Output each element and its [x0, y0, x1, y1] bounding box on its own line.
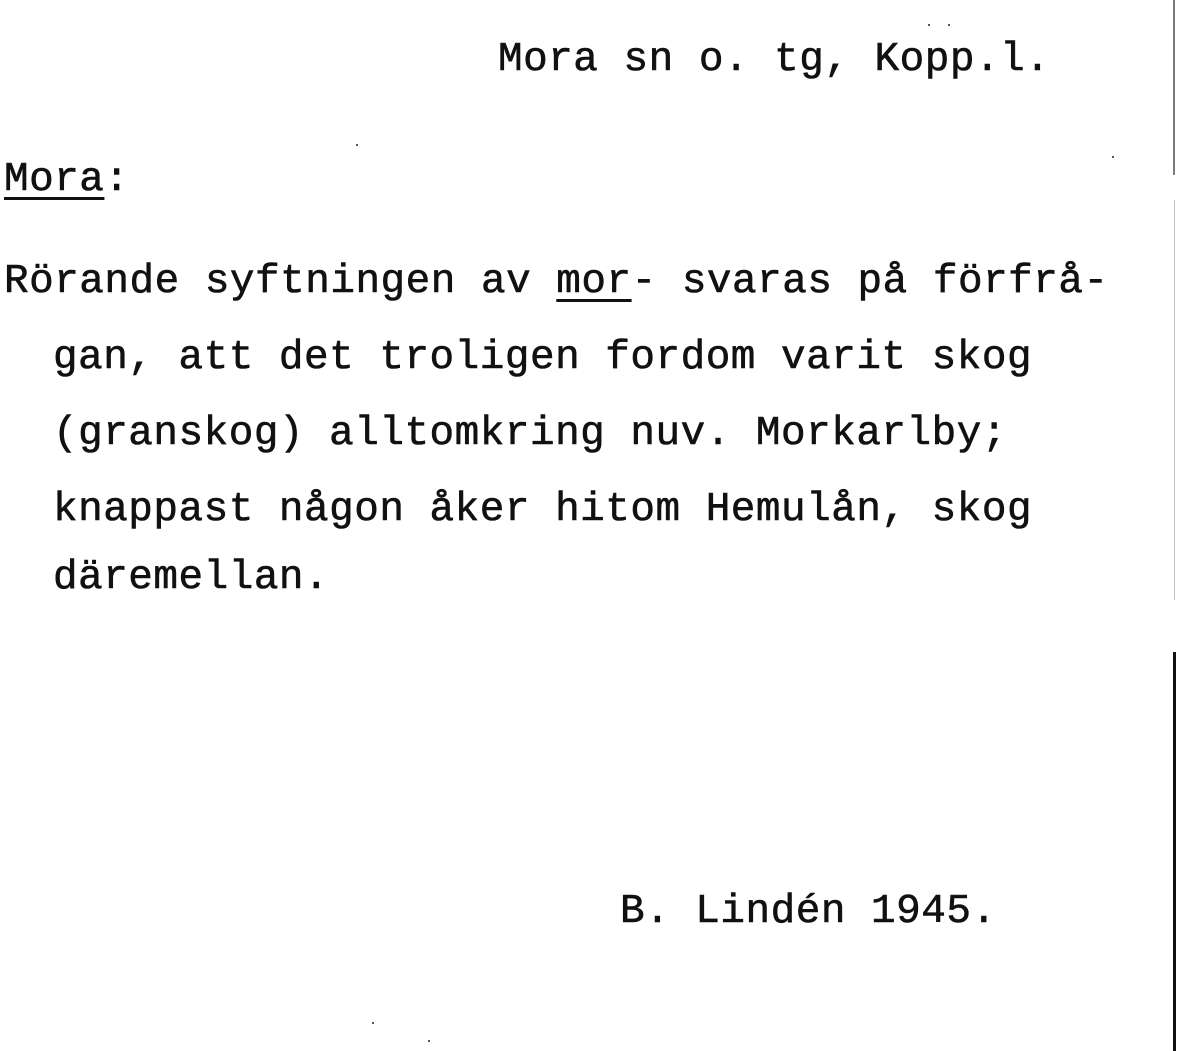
- body-line-1: [4, 258, 1109, 306]
- body-line-1-after: - svaras på förfrå-: [631, 259, 1109, 305]
- card-edge-line-top: [1173, 0, 1175, 175]
- signature: B. Lindén 1945.: [620, 889, 997, 935]
- scan-speck: [1112, 156, 1114, 158]
- scan-speck: [428, 1040, 430, 1042]
- heading-colon: :: [104, 157, 130, 203]
- body-line-1-before: Rörande syftningen av: [4, 259, 557, 305]
- card-header-location: Mora sn o. tg, Kopp.l.: [498, 37, 1051, 83]
- card-heading: [4, 156, 130, 204]
- card-edge-line-mid: [1174, 200, 1175, 600]
- body-line-5: däremellan.: [53, 555, 330, 601]
- heading-word: Mora: [4, 157, 105, 203]
- card-edge-line-bottom: [1173, 652, 1176, 1051]
- scan-speck: [948, 24, 950, 26]
- scan-speck: [372, 1022, 374, 1024]
- scan-speck: [928, 24, 930, 26]
- body-line-4: knappast någon åker hitom Hemulån, skog: [53, 487, 1033, 533]
- scan-speck: [356, 144, 358, 146]
- body-line-1-underlined: mor: [556, 259, 632, 305]
- body-line-3: (granskog) alltomkring nuv. Morkarlby;: [53, 411, 1007, 457]
- body-line-2: gan, att det troligen fordom varit skog: [53, 335, 1033, 381]
